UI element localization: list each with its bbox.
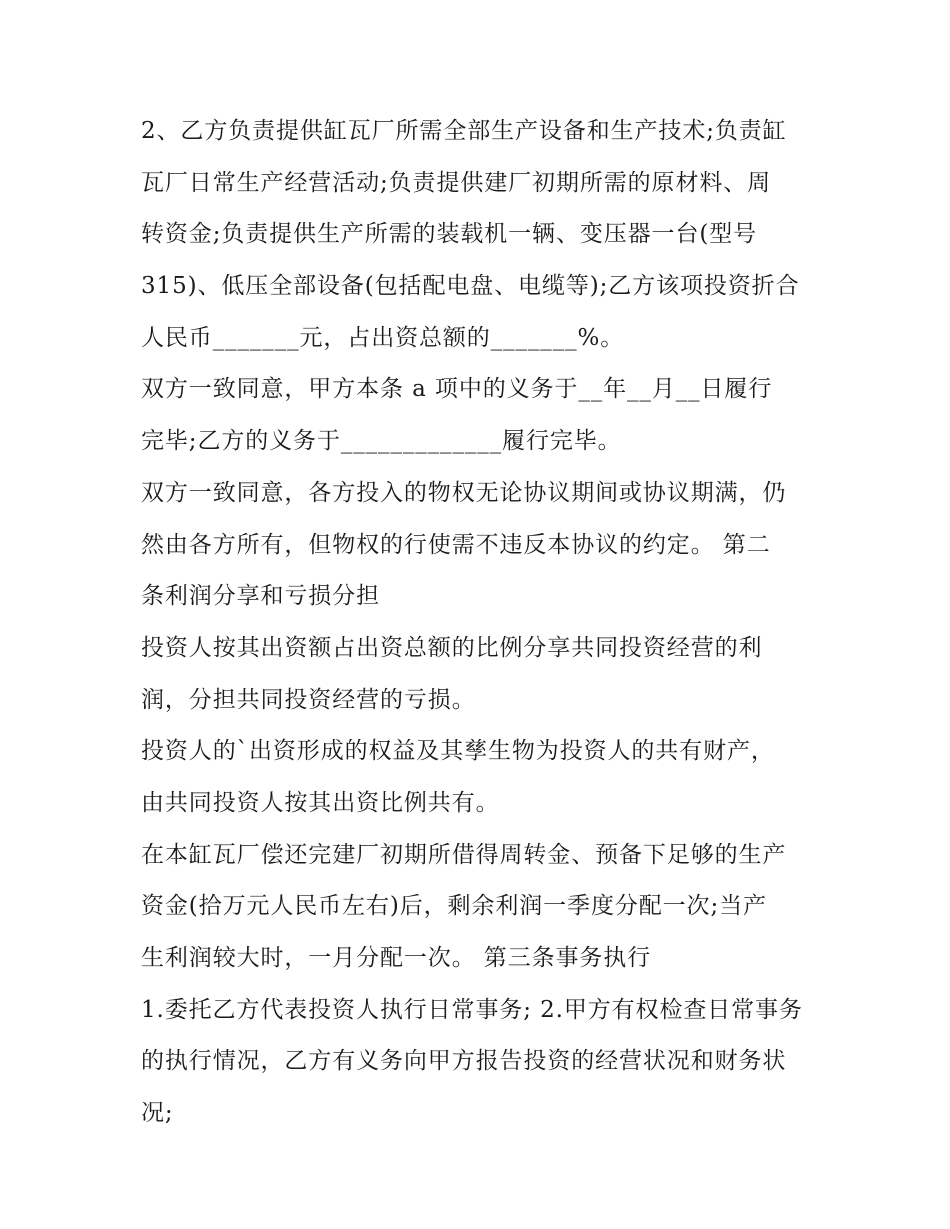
text-line: 投资人按其出资额占出资总额的比例分享共同投资经营的利 [141, 634, 763, 661]
text-line: 生利润较大时，一月分配一次。 第三条事务执行 [141, 945, 652, 971]
text-line: 瓦厂日常生产经营活动;负责提供建厂初期所需的原材料、周 [141, 169, 772, 196]
text-line: 1.委托乙方代表投资人执行日常事务; 2.甲方有权检查日常事务 [141, 996, 803, 1023]
text-line: 然由各方所有，但物权的行使需不违反本协议的约定。 第二 [141, 531, 771, 558]
text-line: 投资人的`出资形成的权益及其孳生物为投资人的共有财产， [141, 738, 775, 765]
text-line: 双方一致同意，各方投入的物权无论协议期间或协议期满，仍 [141, 479, 787, 506]
text-line: 在本缸瓦厂偿还完建厂初期所借得周转金、预备下足够的生产 [141, 841, 787, 868]
text-line: 双方一致同意，甲方本条 a 项中的义务于__年__月__日履行 [141, 376, 773, 403]
text-line: 转资金;负责提供生产所需的装载机一辆、变压器一台(型号 [141, 221, 758, 248]
text-line: 人民币_______元，占出资总额的_______%。 [141, 324, 625, 351]
text-line: 315)、低压全部设备(包括配电盘、电缆等);乙方该项投资折合 [141, 273, 800, 300]
text-line: 润，分担共同投资经营的亏损。 [141, 686, 476, 713]
text-line: 完毕;乙方的义务于_____________履行完毕。 [141, 428, 622, 455]
text-line: 由共同投资人按其出资比例共有。 [141, 789, 500, 816]
text-line: 2、乙方负责提供缸瓦厂所需全部生产设备和生产技术;负责缸 [141, 118, 787, 144]
text-line: 资金(拾万元人民币左右)后，剩余利润一季度分配一次;当产 [141, 893, 767, 920]
text-line: 条利润分享和亏损分担 [141, 583, 380, 610]
text-line: 的执行情况，乙方有义务向甲方报告投资的经营状况和财务状 [141, 1048, 787, 1075]
contract-body-text [141, 106, 821, 1140]
text-line: 况; [141, 1100, 174, 1127]
